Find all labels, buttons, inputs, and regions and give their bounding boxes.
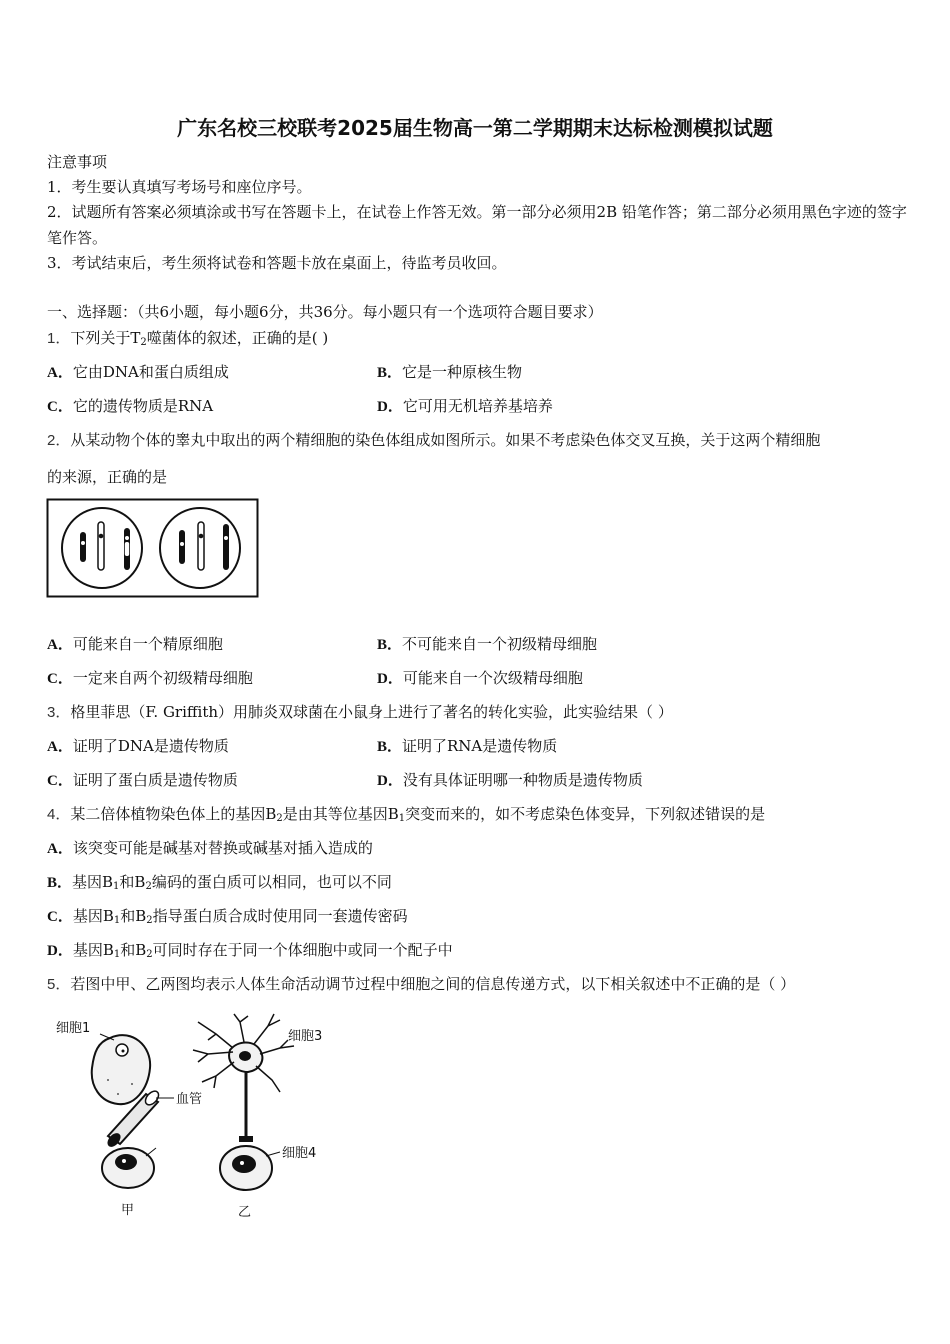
question-5-number: 5． bbox=[47, 976, 71, 993]
q2-option-c-key: C． bbox=[47, 671, 73, 687]
question-1-stem-b: 噬菌体的叙述，正确的是( ) bbox=[146, 329, 329, 347]
question-4-stem-b: 是由其等位基因B bbox=[282, 805, 399, 823]
q3-option-c-key: C． bbox=[47, 773, 73, 789]
q3-option-c[interactable] bbox=[47, 770, 238, 791]
q4-option-b[interactable] bbox=[47, 872, 392, 897]
neuron-cell-3-drawing bbox=[193, 1014, 294, 1142]
q4-option-c-c: 指导蛋白质合成时使用同一套遗传密码 bbox=[152, 907, 408, 925]
q3-option-d-key: D． bbox=[377, 773, 403, 789]
q4-option-d[interactable] bbox=[47, 940, 453, 965]
cell-4-drawing bbox=[220, 1146, 272, 1190]
question-4-stem bbox=[47, 804, 765, 829]
page-title: 广东名校三校联考2025届生物高一第二学期期末达标检测模拟试题 bbox=[177, 116, 773, 140]
q2-option-d[interactable] bbox=[377, 668, 583, 689]
q1-option-c[interactable] bbox=[47, 396, 213, 417]
section-heading: 一、选择题：（共6小题，每小题6分，共36分。每小题只有一个选项符合题目要求） bbox=[47, 303, 603, 321]
label-cell1: 细胞1 bbox=[56, 1021, 91, 1036]
question-1-number: 1． bbox=[47, 330, 71, 347]
leader-cell4 bbox=[266, 1152, 280, 1156]
cell-signaling-figure bbox=[48, 1010, 348, 1225]
q4-option-c-s1: 1 bbox=[113, 915, 121, 926]
q4-option-a[interactable] bbox=[47, 838, 373, 859]
q3-option-b-text: 证明了RNA是遗传物质 bbox=[402, 737, 558, 755]
q4-option-a-key: A． bbox=[47, 841, 73, 857]
q3-option-d-text: 没有具体证明哪一种物质是遗传物质 bbox=[402, 771, 643, 789]
q4-option-b-key: B． bbox=[47, 875, 73, 891]
label-jia: 甲 bbox=[121, 1203, 135, 1218]
question-2-stem-line1 bbox=[47, 430, 820, 451]
q2-option-c-text: 一定来自两个初级精母细胞 bbox=[72, 669, 253, 687]
q4-option-d-c: 可同时存在于同一个体细胞中或同一个配子中 bbox=[152, 941, 453, 959]
sperm-cells-figure bbox=[46, 498, 260, 600]
question-1-stem-a: 下列关于T bbox=[70, 329, 141, 347]
q1-option-c-text: 它的遗传物质是RNA bbox=[72, 397, 214, 415]
q1-option-d-key: D． bbox=[377, 399, 403, 415]
q4-option-a-text: 该突变可能是碱基对替换或碱基对插入造成的 bbox=[72, 839, 373, 857]
notice-item-2: 2．试题所有答案必须填涂或书写在答题卡上，在试卷上作答无效。第一部分必须用2B 铅笔作答；第二部分必须用黑色字迹的签字笔作答。 bbox=[47, 203, 907, 247]
question-5-stem bbox=[47, 974, 795, 995]
cell-1-drawing bbox=[92, 1035, 150, 1104]
question-4-sub1: 2 bbox=[276, 813, 283, 824]
q1-option-d[interactable] bbox=[377, 396, 553, 417]
q3-option-a[interactable] bbox=[47, 736, 229, 757]
label-cell3: 细胞3 bbox=[288, 1029, 323, 1044]
q4-option-d-s2: 2 bbox=[146, 949, 153, 960]
chromosomes-right bbox=[179, 522, 229, 570]
q3-option-b-key: B． bbox=[377, 739, 403, 755]
q2-option-d-key: D． bbox=[377, 671, 403, 687]
question-4-stem-a: 某二倍体植物染色体上的基因B bbox=[70, 805, 277, 823]
label-vessel: 血管 bbox=[176, 1092, 203, 1107]
question-2-number: 2． bbox=[47, 432, 71, 449]
q1-option-a-key: A． bbox=[47, 365, 73, 381]
q1-option-d-text: 它可用无机培养基培养 bbox=[402, 397, 553, 415]
q2-option-a[interactable] bbox=[47, 634, 223, 655]
question-4-stem-c: 突变而来的，如不考虑染色体变异，下列叙述错误的是 bbox=[405, 805, 766, 823]
q2-option-c[interactable] bbox=[47, 668, 253, 689]
q1-option-c-key: C． bbox=[47, 399, 73, 415]
q2-option-b[interactable] bbox=[377, 634, 597, 655]
q1-option-b[interactable] bbox=[377, 362, 522, 383]
q1-option-b-key: B． bbox=[377, 365, 403, 381]
question-5-stem-text: 若图中甲、乙两图均表示人体生命活动调节过程中细胞之间的信息传递方式，以下相关叙述中不正确的是（ ） bbox=[70, 975, 796, 993]
question-4-number: 4． bbox=[47, 806, 71, 823]
label-yi: 乙 bbox=[238, 1205, 252, 1220]
q3-option-a-key: A． bbox=[47, 739, 73, 755]
q1-option-a-text: 它由DNA和蛋白质组成 bbox=[72, 363, 229, 381]
q4-option-b-c: 编码的蛋白质可以相同，也可以不同 bbox=[151, 873, 392, 891]
q4-option-d-s1: 1 bbox=[113, 949, 121, 960]
q4-option-b-b: 和B bbox=[119, 873, 146, 891]
q2-option-a-key: A． bbox=[47, 637, 73, 653]
question-3-stem bbox=[47, 702, 673, 723]
q4-option-c-key: C． bbox=[47, 909, 73, 925]
question-2-stem-text: 从某动物个体的睾丸中取出的两个精细胞的染色体组成如图所示。如果不考虑染色体交叉互换，关于这两个精细胞 bbox=[70, 431, 821, 449]
q4-option-b-s1: 1 bbox=[113, 881, 120, 892]
q4-option-c-b: 和B bbox=[120, 907, 147, 925]
question-4-sub2: 1 bbox=[398, 813, 406, 824]
q2-option-b-key: B． bbox=[377, 637, 403, 653]
question-2-stem-line2: 的来源，正确的是 bbox=[47, 468, 168, 486]
q2-option-a-text: 可能来自一个精原细胞 bbox=[72, 635, 223, 653]
q4-option-c-s2: 2 bbox=[146, 915, 153, 926]
q2-option-b-text: 不可能来自一个初级精母细胞 bbox=[402, 635, 598, 653]
cell-jia-drawing bbox=[102, 1148, 154, 1188]
notice-item-1: 1．考生要认真填写考场号和座位序号。 bbox=[47, 178, 312, 196]
label-cell4: 细胞4 bbox=[282, 1146, 317, 1161]
question-1-sub: 2 bbox=[140, 337, 147, 348]
q4-option-c[interactable] bbox=[47, 906, 408, 931]
q4-option-b-s2: 2 bbox=[145, 881, 152, 892]
q4-option-d-key: D． bbox=[47, 943, 73, 959]
question-3-number: 3． bbox=[47, 704, 71, 721]
notice-heading: 注意事项 bbox=[47, 153, 108, 171]
notice-item-3: 3．考试结束后，考生须将试卷和答题卡放在桌面上，待监考员收回。 bbox=[47, 254, 507, 272]
chromosomes-left bbox=[80, 522, 130, 570]
q4-option-d-b: 和B bbox=[120, 941, 147, 959]
question-1-stem bbox=[47, 328, 328, 353]
q4-option-c-a: 基因B bbox=[72, 907, 114, 925]
leader-jia bbox=[146, 1148, 156, 1156]
q3-option-a-text: 证明了DNA是遗传物质 bbox=[72, 737, 229, 755]
q4-option-d-a: 基因B bbox=[72, 941, 114, 959]
q1-option-b-text: 它是一种原核生物 bbox=[402, 363, 523, 381]
q3-option-c-text: 证明了蛋白质是遗传物质 bbox=[72, 771, 238, 789]
question-3-stem-text: 格里菲思（F. Griffith）用肺炎双球菌在小鼠身上进行了著名的转化实验，此实验结果（ ） bbox=[70, 703, 673, 721]
q4-option-b-a: 基因B bbox=[72, 873, 114, 891]
q1-option-a[interactable] bbox=[47, 362, 229, 383]
q3-option-b[interactable] bbox=[377, 736, 557, 757]
q2-option-d-text: 可能来自一个次级精母细胞 bbox=[402, 669, 583, 687]
q3-option-d[interactable] bbox=[377, 770, 643, 791]
